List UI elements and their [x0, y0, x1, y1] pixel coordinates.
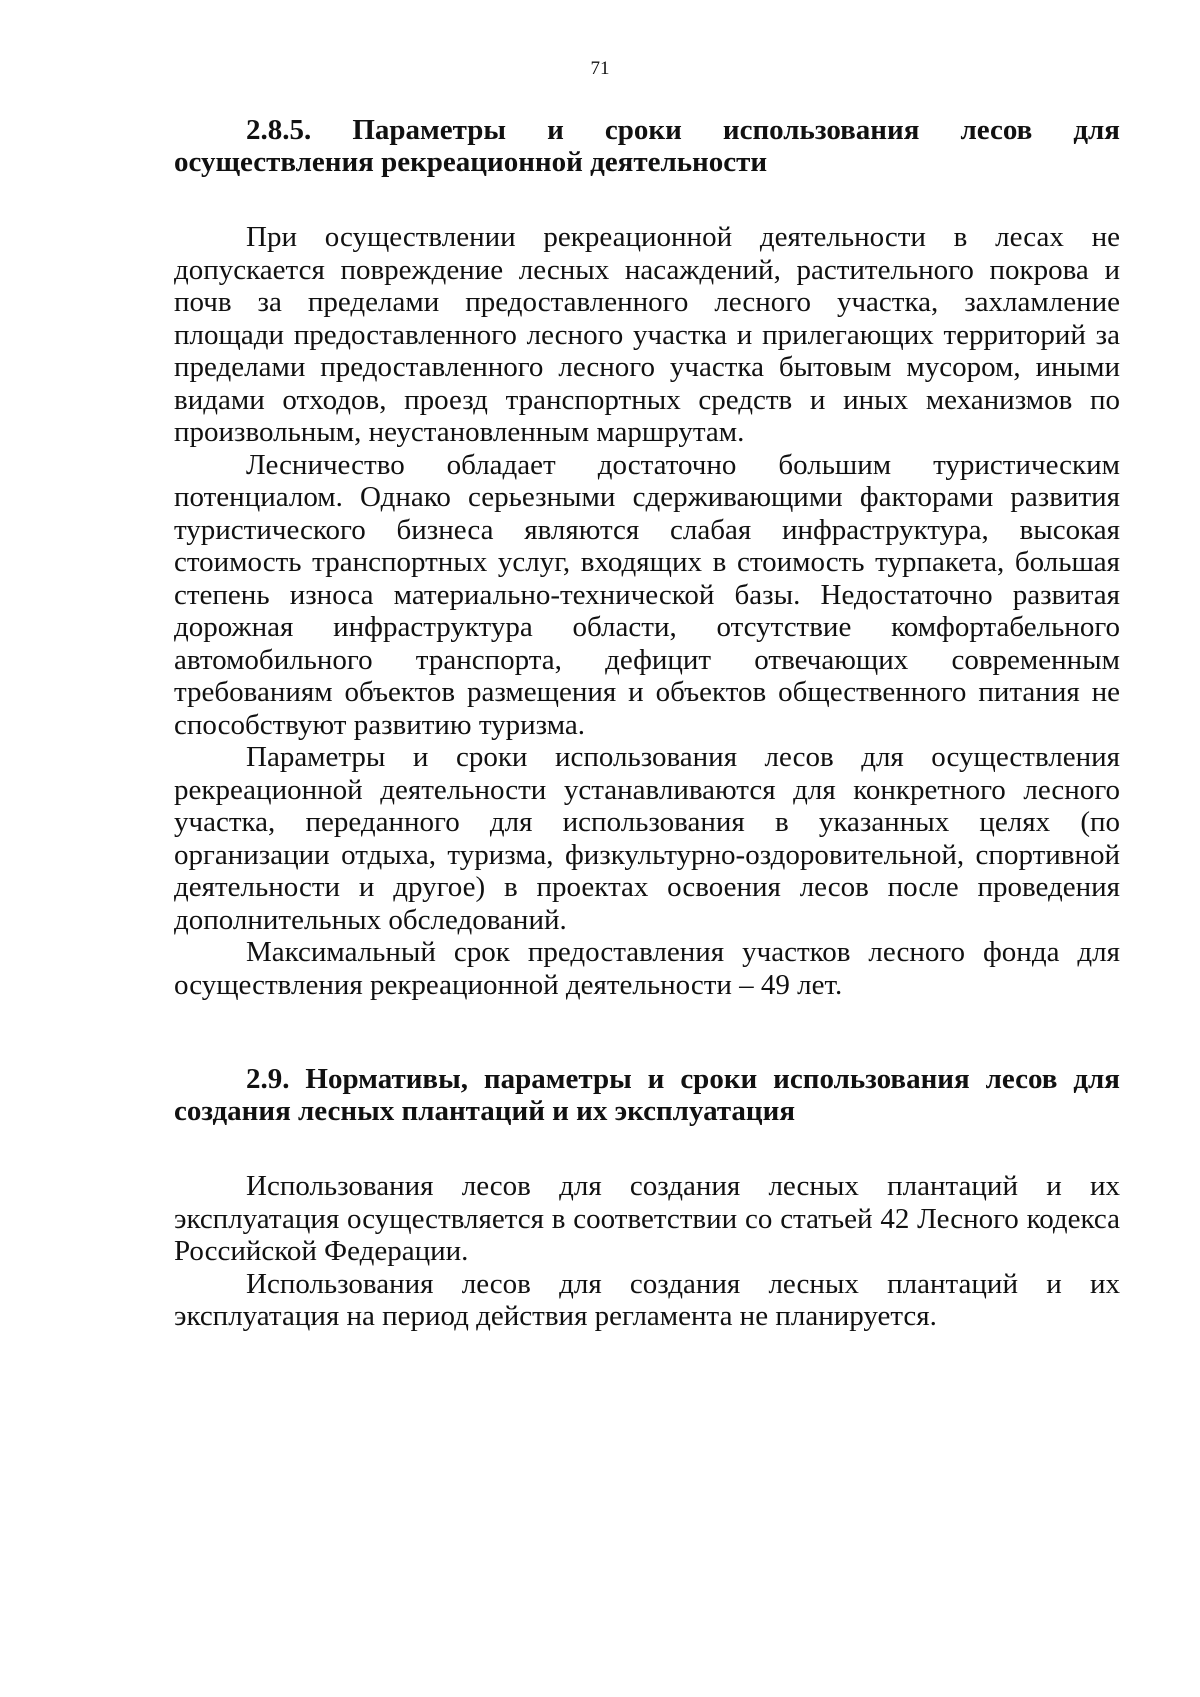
paragraph: Использования лесов для создания лесных плантаций и их эксплуатация осуществляется в соответствии со статьей 42 Лесного кодекса Российской Федерации.	[174, 1170, 1120, 1267]
page-content	[174, 114, 1120, 1332]
paragraph: Параметры и сроки использования лесов для осуществления рекреационной деятельности устанавливаются для конкретного лесного участка, переданного для использования в указанных целях (по организации отдыха, туризма, физкультурно-оздоровительной, спортивной деятельности и другое) в проектах освоения лесов после проведения дополнительных обследований.	[174, 741, 1120, 936]
section-2-8-5	[174, 114, 1120, 1001]
section-2-9	[174, 1063, 1120, 1333]
page-number: 71	[590, 58, 610, 79]
paragraph: Лесничество обладает достаточно большим туристическим потенциалом. Однако серьезными сдерживающими факторами развития туристического бизнеса являются слабая инфраструктура, высокая стоимость транспортных услуг, входящих в стоимость турпакета, большая степень износа материально-технической базы. Недостаточно развитая дорожная инфраструктура области, отсутствие комфортабельного автомобильного транспорта, дефицит отвечающих современным требованиям объектов размещения и объектов общественного питания не способствуют развитию туризма.	[174, 448, 1120, 741]
section-heading: 2.9. Нормативы, параметры и сроки использования лесов для создания лесных плантаций и их эксплуатация	[174, 1063, 1120, 1127]
paragraph: При осуществлении рекреационной деятельности в лесах не допускается повреждение лесных насаждений, растительного покрова и почв за пределами предоставленного лесного участка, захламление площади предоставленного лесного участка и прилегающих территорий за пределами предоставленного лесного участка бытовым мусором, иными видами отходов, проезд транспортных средств и иных механизмов по произвольным, неустановленным маршрутам.	[174, 221, 1120, 448]
paragraph: Максимальный срок предоставления участков лесного фонда для осуществления рекреационной деятельности – 49 лет.	[174, 936, 1120, 1001]
section-heading: 2.8.5. Параметры и сроки использования лесов для осуществления рекреационной деятельности	[174, 114, 1120, 178]
paragraph: Использования лесов для создания лесных плантаций и их эксплуатация на период действия регламента не планируется.	[174, 1267, 1120, 1332]
